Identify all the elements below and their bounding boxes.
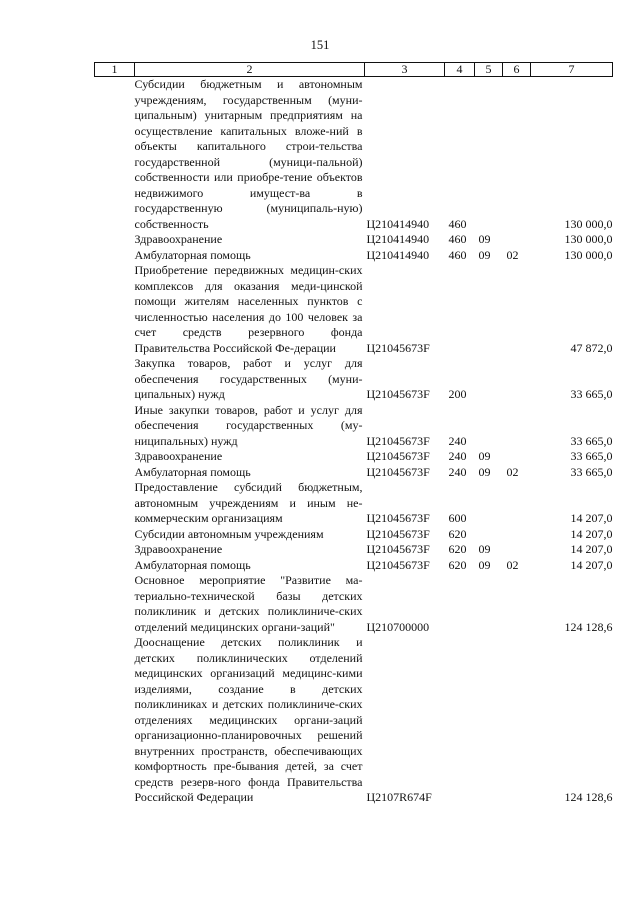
subsection-cell: 02: [506, 557, 519, 572]
subsection-cell: [503, 356, 531, 403]
subsection-cell: 02: [506, 247, 519, 262]
section-cell: [475, 480, 503, 527]
section-cell: [475, 356, 503, 403]
amount-cell: 33 665,0: [570, 449, 613, 463]
target-code-cell: Ц21045673F: [366, 542, 430, 556]
subsection-cell: [503, 449, 531, 465]
subsection-cell: [503, 527, 531, 543]
row-name-cell: Амбулаторная помощь: [134, 557, 251, 572]
empty-cell: [95, 263, 135, 356]
table-row: [95, 573, 613, 635]
expense-type-cell: 200: [448, 387, 467, 401]
subsection-cell: [503, 573, 531, 635]
subsection-cell: [503, 542, 531, 558]
row-name-cell: Субсидии бюджетным и автономным учреждениям, государственным (муни-ципальным) унитарным предприятиям на осуществление капитальных вложе-ний в объекты капитального строи-тельства государственной (муници-пальной) собственности или приобре-тение объектов недвижимого имущест-ва в государственную (муниципаль-ную) собственность: [134, 77, 363, 231]
table-row: [95, 356, 613, 403]
expense-type-cell: 240: [448, 433, 467, 448]
section-cell: 09: [478, 464, 491, 479]
amount-cell: 14 207,0: [570, 511, 613, 525]
target-code-cell: Ц21045673F: [366, 464, 430, 479]
empty-cell: [95, 480, 135, 527]
amount-cell: 124 128,6: [564, 619, 613, 634]
amount-cell: 124 128,6: [564, 790, 613, 804]
row-name-cell: Субсидии автономным учреждениям: [134, 526, 324, 541]
expense-type-cell: 460: [448, 232, 467, 246]
row-name-cell: Амбулаторная помощь: [134, 464, 251, 479]
column-header: 6: [503, 63, 531, 77]
table-row: [95, 263, 613, 356]
table-row: [95, 635, 613, 806]
column-header: 1: [95, 63, 135, 77]
expense-type-cell: 460: [448, 247, 467, 262]
budget-rows: [95, 77, 613, 806]
row-name-cell: Дооснащение детских поликлиник и детских поликлинических отделений медицинских организаций медицинс-кими изделиями, создание в детских поликлиниках и детских поликлиниче-ских отделениях медицинских органи-заций организационно-планировочных решений внутренних пространств, обеспечивающих комфортность пре-бывания детей, за счет средств резерв-ного фонда Правительства Российской Федерации: [134, 635, 363, 804]
empty-cell: [95, 465, 135, 481]
empty-cell: [95, 232, 135, 248]
column-number-header: [95, 63, 613, 77]
table-row: [95, 248, 613, 264]
target-code-cell: Ц21045673F: [366, 526, 430, 541]
empty-cell: [95, 403, 135, 450]
amount-cell: 14 207,0: [570, 557, 613, 572]
expense-type-cell: [445, 635, 475, 806]
target-code-cell: Ц210414940: [366, 216, 430, 231]
expense-type-cell: 460: [448, 216, 467, 231]
section-cell: [475, 403, 503, 450]
expense-type-cell: 620: [448, 557, 467, 572]
subsection-cell: [503, 403, 531, 450]
column-header: 3: [365, 63, 445, 77]
empty-cell: [95, 356, 135, 403]
amount-cell: 33 665,0: [570, 464, 613, 479]
amount-cell: 33 665,0: [570, 387, 613, 401]
expense-type-cell: [445, 263, 475, 356]
section-cell: [475, 635, 503, 806]
section-cell: [475, 573, 503, 635]
table-row: [95, 527, 613, 543]
expense-type-cell: 620: [448, 526, 467, 541]
empty-cell: [95, 573, 135, 635]
table-row: [95, 77, 613, 233]
table-row: [95, 232, 613, 248]
target-code-cell: Ц210700000: [366, 619, 430, 634]
row-name-cell: Предоставление субсидий бюджетным, автономным учреждениям и иным не-коммерческим организациям: [134, 480, 363, 525]
empty-cell: [95, 527, 135, 543]
row-name-cell: Закупка товаров, работ и услуг для обеспечения государственных (муни-ципальных) нужд: [134, 356, 363, 401]
section-cell: 09: [478, 542, 491, 556]
table-row: [95, 558, 613, 574]
table-row: [95, 542, 613, 558]
subsection-cell: [503, 77, 531, 233]
target-code-cell: Ц21045673F: [366, 511, 430, 525]
column-header: 2: [135, 63, 365, 77]
row-name-cell: Амбулаторная помощь: [134, 247, 251, 262]
table-row: [95, 465, 613, 481]
expense-type-cell: 240: [448, 464, 467, 479]
row-name-cell: Приобретение передвижных медицин-ских комплексов для оказания меди-цинской помощи жителям населенных пунктов с численностью населения до 100 человек за счет средств резервного фонда Правительства Российской Фе-дерации: [134, 263, 363, 355]
amount-cell: 130 000,0: [564, 232, 613, 246]
page-number: 151: [310, 38, 330, 52]
target-code-cell: Ц21045673F: [366, 340, 430, 355]
target-code-cell: Ц21045673F: [366, 557, 430, 572]
row-name-cell: Здравоохранение: [134, 449, 223, 463]
target-code-cell: Ц2107R674F: [366, 790, 432, 804]
subsection-cell: [503, 480, 531, 527]
table-row: [95, 480, 613, 527]
subsection-cell: [503, 635, 531, 806]
empty-cell: [95, 77, 135, 233]
target-code-cell: Ц210414940: [366, 247, 430, 262]
amount-cell: 14 207,0: [570, 542, 613, 556]
row-name-cell: Иные закупки товаров, работ и услуг для обеспечения государственных (му-ниципальных) нужд: [134, 402, 363, 448]
expense-type-cell: 620: [448, 542, 467, 556]
amount-cell: 33 665,0: [570, 433, 613, 448]
empty-cell: [95, 635, 135, 806]
section-cell: [475, 527, 503, 543]
amount-cell: 130 000,0: [564, 216, 613, 231]
target-code-cell: Ц21045673F: [366, 433, 430, 448]
column-header: 4: [445, 63, 475, 77]
section-cell: 09: [478, 232, 491, 246]
subsection-cell: [503, 232, 531, 248]
target-code-cell: Ц210414940: [366, 232, 430, 246]
empty-cell: [95, 558, 135, 574]
section-cell: 09: [478, 557, 491, 572]
section-cell: 09: [478, 449, 491, 463]
empty-cell: [95, 449, 135, 465]
row-name-cell: Здравоохранение: [134, 232, 223, 246]
subsection-cell: [503, 263, 531, 356]
target-code-cell: Ц21045673F: [366, 387, 430, 401]
amount-cell: 14 207,0: [570, 526, 613, 541]
empty-cell: [95, 248, 135, 264]
target-code-cell: Ц21045673F: [366, 449, 430, 463]
column-header: 7: [531, 63, 613, 77]
table-row: [95, 403, 613, 450]
section-cell: 09: [478, 247, 491, 262]
expense-type-cell: 240: [448, 449, 467, 463]
amount-cell: 47 872,0: [570, 340, 613, 355]
table-row: [95, 449, 613, 465]
row-name-cell: Здравоохранение: [134, 542, 223, 556]
expense-type-cell: [445, 573, 475, 635]
empty-cell: [95, 542, 135, 558]
subsection-cell: 02: [506, 464, 519, 479]
row-name-cell: Основное мероприятие "Развитие ма-териально-технической базы детских поликлиник и детских поликлиниче-ских отделений медицинских органи-заций": [134, 573, 363, 634]
budget-table: [94, 62, 613, 806]
section-cell: [475, 77, 503, 233]
amount-cell: 130 000,0: [564, 247, 613, 262]
column-header: 5: [475, 63, 503, 77]
expense-type-cell: 600: [448, 511, 467, 525]
section-cell: [475, 263, 503, 356]
